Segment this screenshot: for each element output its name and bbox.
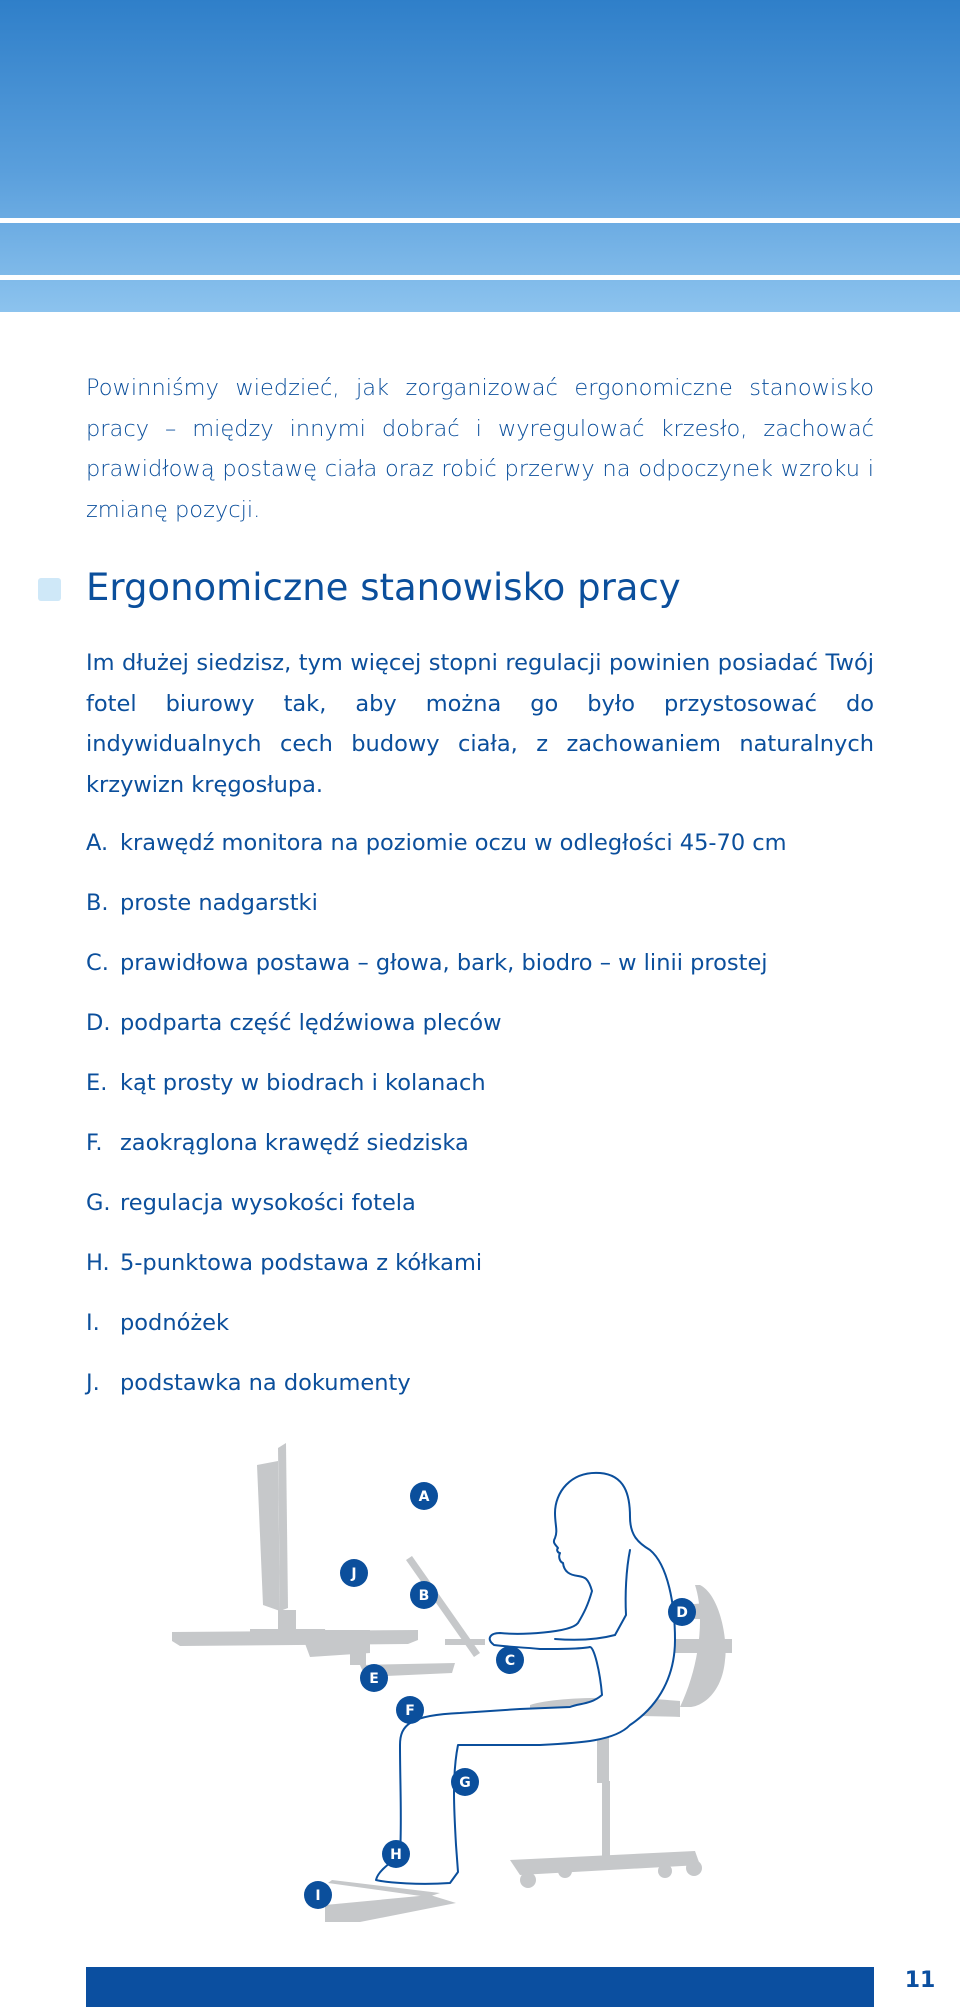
figure-label-a (410, 1482, 438, 1510)
list-item-text: zaokrąglona krawędź siedziska (120, 1130, 469, 1156)
header-stripe (0, 218, 960, 223)
header-banner (0, 0, 960, 312)
list-item-text: proste nadgarstki (120, 890, 318, 916)
figure-label-d-text: D (676, 1605, 688, 1621)
list-item-letter: D. (86, 1010, 111, 1036)
intro-paragraph: Powinniśmy wiedzieć, jak zorganizować ergonomiczne stanowisko pracy – między innymi dobrać i wyregulować krzesło, zachować prawidłową postawę ciała oraz robić przerwy na odpoczynek wzroku i zmianę pozycji. (86, 375, 874, 523)
figure-label-i (304, 1881, 332, 1909)
list-item-letter: J. (86, 1370, 100, 1396)
seated-person (376, 1473, 675, 1884)
list-item (86, 1363, 886, 1423)
list-item-letter: I. (86, 1310, 100, 1336)
figure-label-d (668, 1598, 696, 1626)
list-item-text: podstawka na dokumenty (120, 1370, 411, 1396)
figure-label-j (340, 1559, 368, 1587)
footer-bar (86, 1967, 874, 2007)
desk (172, 1630, 455, 1677)
workstation-illustration (160, 1425, 760, 1925)
ergonomics-list (86, 823, 886, 1423)
list-item-letter: E. (86, 1070, 108, 1096)
figure-label-c (496, 1646, 524, 1674)
page-number: 11 (904, 1968, 936, 1993)
figure-label-b (410, 1581, 438, 1609)
list-item-letter: H. (86, 1250, 110, 1276)
section-body: Im dłużej siedzisz, tym więcej stopni regulacji powinien posiadać Twój fotel biurowy tak, aby można go było przystosować do indywidualnych cech budowy ciała, z zachowaniem naturalnych krzywizn kręgosłupa. (86, 650, 874, 798)
figure-label-c-text: C (504, 1653, 516, 1669)
figure-label-h-text: H (390, 1847, 402, 1863)
list-item-letter: C. (86, 950, 109, 976)
list-item (86, 1243, 886, 1303)
list-item-text: podnóżek (120, 1310, 230, 1336)
list-item-text: regulacja wysokości fotela (120, 1190, 416, 1216)
list-item-text: krawędź monitora na poziomie oczu w odległości 45-70 cm (120, 830, 787, 856)
list-item (86, 883, 886, 943)
footrest (325, 1880, 456, 1922)
monitor (250, 1443, 326, 1635)
section-heading: Ergonomiczne stanowisko pracy (86, 566, 681, 609)
list-item (86, 1063, 886, 1123)
list-item (86, 1123, 886, 1183)
figure-label-i-text: I (315, 1888, 321, 1904)
list-item (86, 1003, 886, 1063)
list-item (86, 1303, 886, 1363)
figure-label-h (382, 1840, 410, 1868)
list-item-text: 5-punktowa podstawa z kółkami (120, 1250, 483, 1276)
list-item-text: podparta część lędźwiowa pleców (120, 1010, 502, 1036)
list-item (86, 1183, 886, 1243)
heading-bullet (38, 578, 61, 601)
list-item-text: prawidłowa postawa – głowa, bark, biodro – w linii prostej (120, 950, 768, 976)
figure-label-f-text: F (405, 1703, 415, 1719)
figure-label-e-text: E (369, 1671, 379, 1687)
figure-label-a-text: A (418, 1489, 430, 1505)
figure-label-g (451, 1768, 479, 1796)
list-item (86, 823, 886, 883)
list-item-letter: B. (86, 890, 109, 916)
header-stripe (0, 275, 960, 280)
figure-label-e (360, 1664, 388, 1692)
figure-label-f (396, 1696, 424, 1724)
list-item-letter: G. (86, 1190, 111, 1216)
figure-label-j-text: J (351, 1566, 357, 1582)
figure-label-b-text: B (418, 1588, 430, 1604)
list-item-letter: A. (86, 830, 109, 856)
list-item (86, 943, 886, 1003)
list-item-letter: F. (86, 1130, 103, 1156)
list-item-text: kąt prosty w biodrach i kolanach (120, 1070, 486, 1096)
figure-label-g-text: G (459, 1775, 471, 1791)
